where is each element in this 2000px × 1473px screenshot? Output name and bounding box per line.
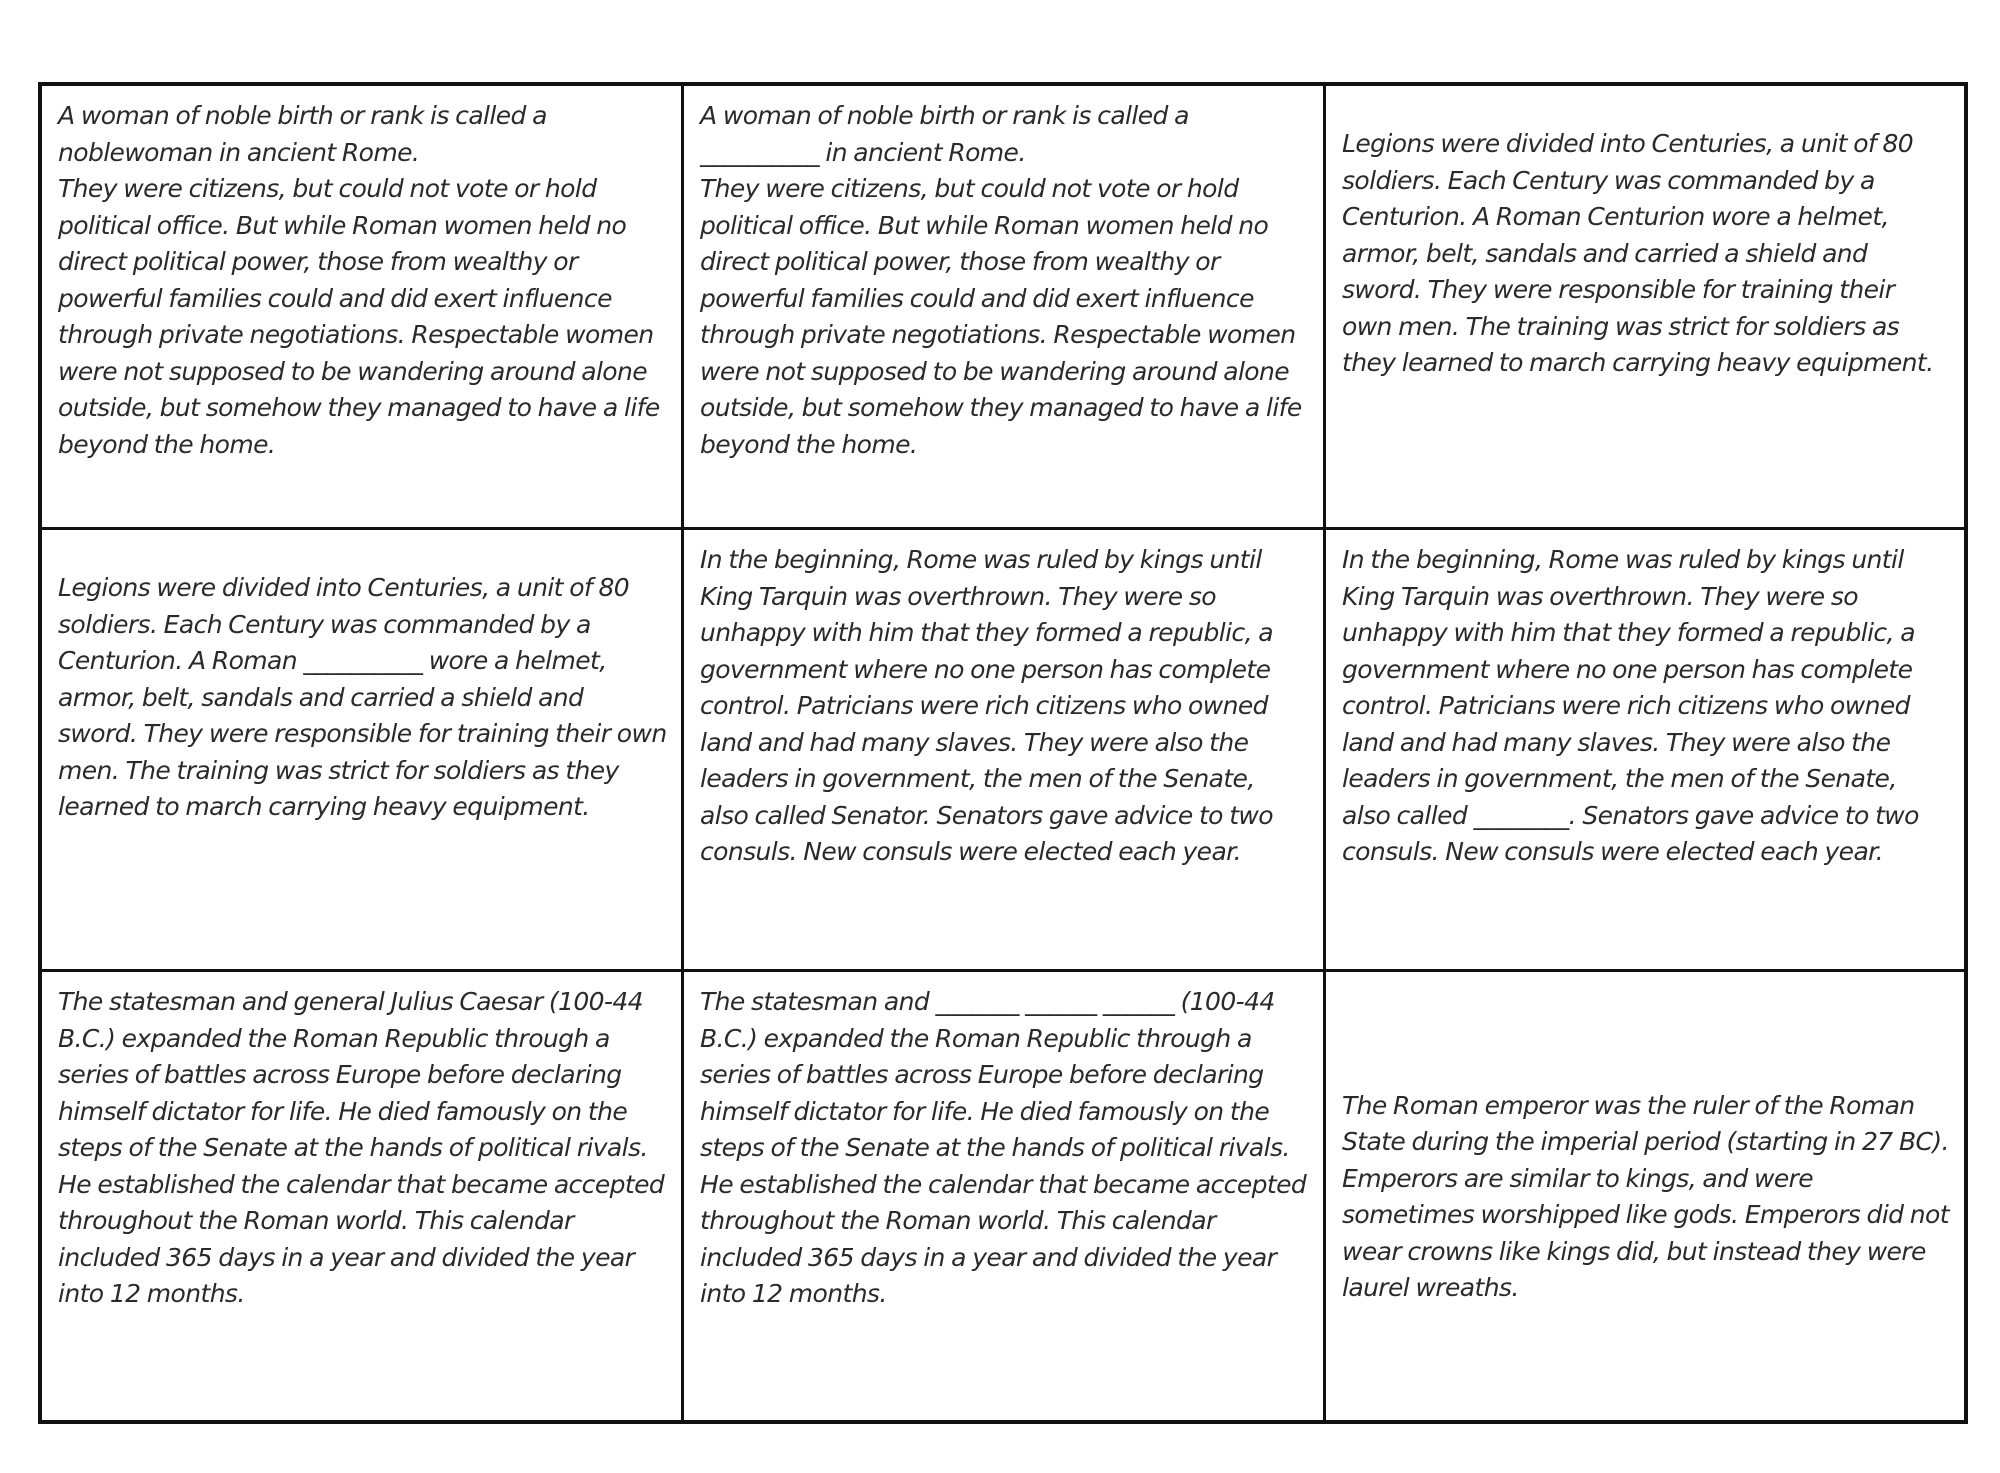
card-text: The Roman emperor was the ruler of the Roman State during the imperial period (starting in 27 BC). Emperors are similar to kings, and were sometimes worshipped like gods. Emperors did not wear crowns like kings did, but instead they were laurel wreaths. (1342, 1090, 1949, 1302)
card-senator (684, 530, 1326, 972)
card-emperor (1326, 972, 1964, 1420)
card-julius-caesar-blank (684, 972, 1326, 1420)
card-text: In the beginning, Rome was ruled by kings until King Tarquin was overthrown. They were so unhappy with him that they formed a republic, a government where no one person has complete control. Patricians were rich citizens who owned land and had many slaves. They were also the leaders in government, the men of the Senate, also called Senator. Senators gave advice to two consuls. New consuls were elected each year. (700, 545, 1273, 866)
card-text: The statesman and _______ ______ ______ (100-44 B.C.) expanded the Roman Republic through a series of battles across Europe before declaring himself dictator for life. He died famously on the steps of the Senate at the hands of political rivals. He established the calendar that became accepted throughout the Roman world. This calendar included 365 days in a year and divided the year into 12 months. (700, 987, 1307, 1308)
card-noblewoman (42, 86, 684, 530)
card-text: Legions were divided into Centuries, a unit of 80 soldiers. Each Century was commanded by a Centurion. A Roman __________ wore a helmet, armor, belt, sandals and carried a shield and sword. They were responsible for training their own men. The training was strict for soldiers as they learned to march carrying heavy equipment. (58, 573, 667, 821)
card-noblewoman-blank (684, 86, 1326, 530)
card-text: A woman of noble birth or rank is called a __________ in ancient Rome. They were citizens, but could not vote or hold political office. But while Roman women held no direct political power, those from wealthy or powerful families could and did exert influence through private negotiations. Respectable women were not supposed to be wandering around alone outside, but somehow they managed to have a life beyond the home. (700, 101, 1302, 459)
card-senator-blank (1326, 530, 1964, 972)
card-centurion-blank (42, 530, 684, 972)
card-text: Legions were divided into Centuries, a unit of 80 soldiers. Each Century was commanded by a Centurion. A Roman Centurion wore a helmet, armor, belt, sandals and carried a shield and sword. They were responsible for training their own men. The training was strict for soldiers as they learned to march carrying heavy equipment. (1342, 129, 1934, 377)
worksheet-grid (38, 82, 1968, 1424)
card-text: A woman of noble birth or rank is called a noblewoman in ancient Rome. They were citizens, but could not vote or hold political office. But while Roman women held no direct political power, those from wealthy or powerful families could and did exert influence through private negotiations. Respectable women were not supposed to be wandering around alone outside, but somehow they managed to have a life beyond the home. (58, 101, 660, 459)
card-julius-caesar (42, 972, 684, 1420)
card-centurion (1326, 86, 1964, 530)
card-text: In the beginning, Rome was ruled by kings until King Tarquin was overthrown. They were so unhappy with him that they formed a republic, a government where no one person has complete control. Patricians were rich citizens who owned land and had many slaves. They were also the leaders in government, the men of the Senate, also called ________. Senators gave advice to two consuls. New consuls were elected each year. (1342, 545, 1919, 866)
card-text: The statesman and general Julius Caesar (100-44 B.C.) expanded the Roman Republic through a series of battles across Europe before declaring himself dictator for life. He died famously on the steps of the Senate at the hands of political rivals. He established the calendar that became accepted throughout the Roman world. This calendar included 365 days in a year and divided the year into 12 months. (58, 987, 665, 1308)
